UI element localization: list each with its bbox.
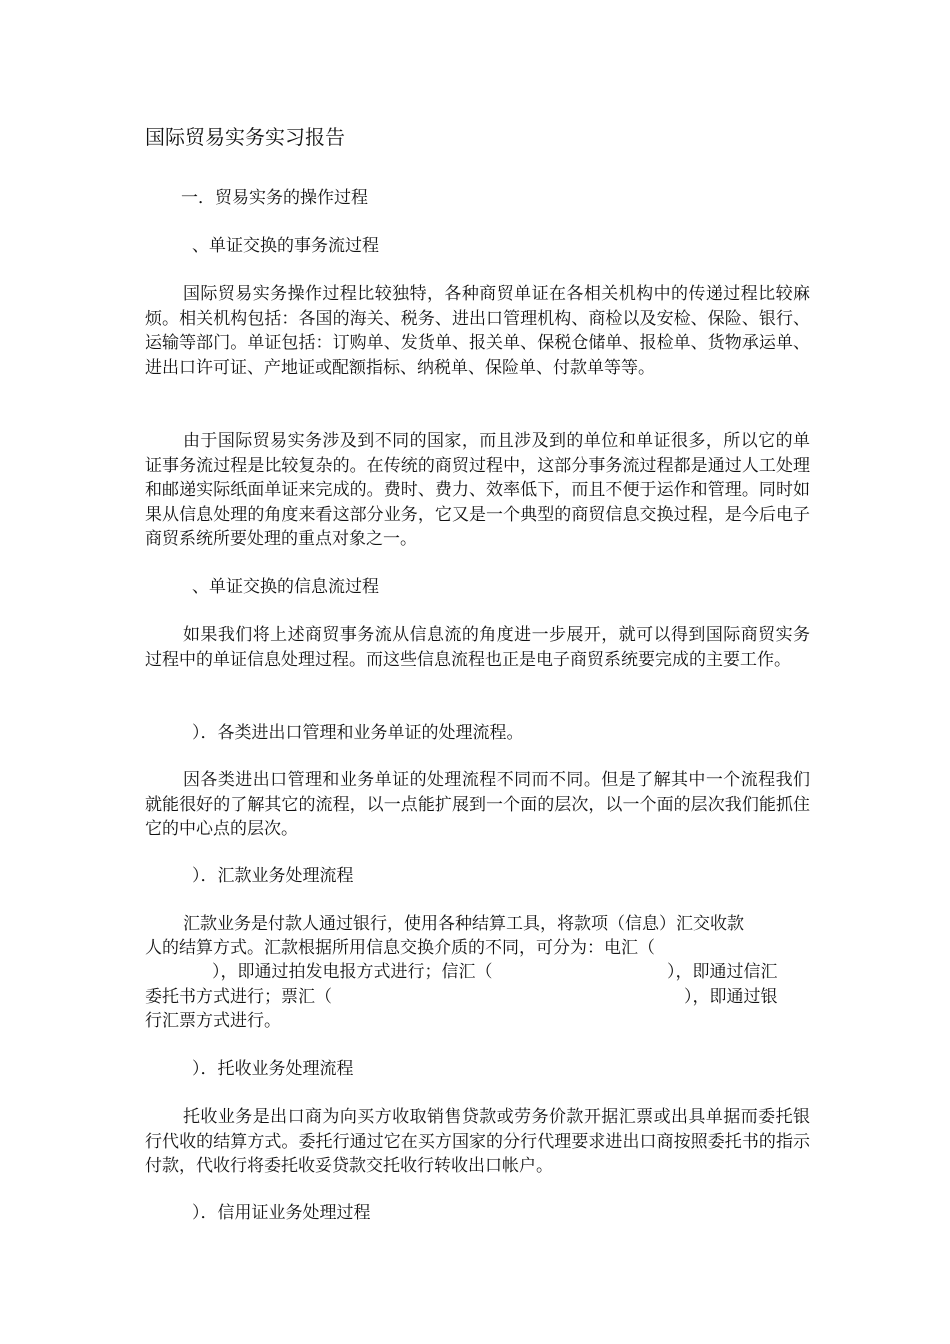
paragraph-document-processing: 因各类进出口管理和业务单证的处理流程不同而不同。但是了解其中一个流程我们就能很好的了解其它的流程，以一点能扩展到一个面的层次，以一个面的层次我们能抓住它的中心点的层次。: [145, 770, 810, 839]
section-heading-operation-process: 一．贸易实务的操作过程: [181, 188, 368, 208]
subheading-document-exchange-information-flow: 、单证交换的信息流过程: [192, 577, 379, 597]
document-title: 国际贸易实务实习报告: [145, 125, 345, 149]
remittance-line-2: 人的结算方式。汇款根据所用信息交换介质的不同，可分为：电汇（: [145, 938, 655, 958]
item-heading-collection: ）．托收业务处理流程: [192, 1059, 354, 1079]
remittance-line-5: 行汇票方式进行。: [145, 1011, 281, 1031]
item-heading-document-processing: ）．各类进出口管理和业务单证的处理流程。: [192, 723, 524, 743]
remittance-line-3a: ），即通过拍发电报方式进行；信汇（: [212, 962, 493, 982]
remittance-line-3b: ），即通过信汇: [667, 962, 778, 982]
paragraph-collection: 托收业务是出口商为向买方收取销售贷款或劳务价款开据汇票或出具单据而委托银行代收的结算方式。委托行通过它在买方国家的分行代理要求进出口商按照委托书的指示付款，代收行将委托收妥贷款交托收行转收出口帐户。: [145, 1107, 810, 1176]
paragraph-complexity: 由于国际贸易实务涉及到不同的国家，而且涉及到的单位和单证很多，所以它的单证事务流过程是比较复杂的。在传统的商贸过程中，这部分事务流过程都是通过人工处理和邮递实际纸面单证来完成的。费时、费力、效率低下，而且不便于运作和管理。同时如果从信息处理的角度来看这部分业务，它又是一个典型的商贸信息交换过程，是今后电子商贸系统所要处理的重点对象之一。: [145, 431, 810, 549]
paragraph-information-flow: 如果我们将上述商贸事务流从信息流的角度进一步展开，就可以得到国际商贸实务过程中的单证信息处理过程。而这些信息流程也正是电子商贸系统要完成的主要工作。: [145, 625, 810, 670]
remittance-line-4b: ），即通过银: [684, 987, 778, 1007]
remittance-line-1: 汇款业务是付款人通过银行，使用各种结算工具，将款项（信息）汇交收款: [183, 914, 744, 934]
item-heading-remittance: ）．汇款业务处理流程: [192, 866, 354, 886]
item-heading-letter-of-credit: ）．信用证业务处理过程: [192, 1203, 371, 1223]
remittance-line-4a: 委托书方式进行；票汇（: [145, 987, 332, 1007]
subheading-document-exchange-transaction-flow: 、单证交换的事务流过程: [192, 236, 379, 256]
paragraph-intro: 国际贸易实务操作过程比较独特，各种商贸单证在各相关机构中的传递过程比较麻烦。相关机构包括：各国的海关、税务、进出口管理机构、商检以及安检、保险、银行、运输等部门。单证包括：订购单、发货单、报关单、保税仓储单、报检单、货物承运单、进出口许可证、产地证或配额指标、纳税单、保险单、付款单等等。: [145, 284, 810, 378]
